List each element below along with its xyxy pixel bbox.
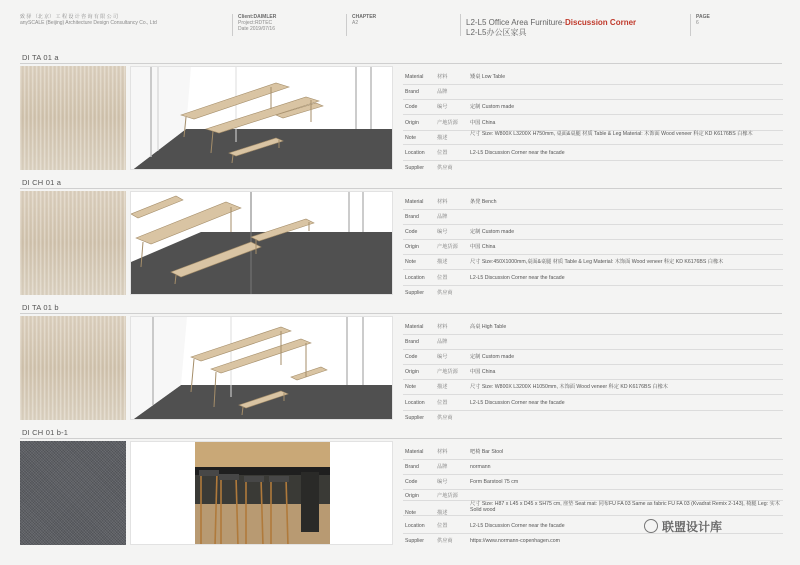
spec-value: 定制 Custom made [470,104,515,110]
spec-key-cn: 产地货源 [437,244,458,250]
spec-key-cn: 描述 [437,510,448,516]
spec-row-origin [403,493,783,501]
row-divider [20,438,782,439]
company-name-cn: 致 驿 （北 京） 工 程 设 计 咨 询 有 限 公 司 [20,14,119,20]
spec-key-cn: 编号 [437,479,448,485]
photo-bar-stool [130,441,393,545]
spec-key: Location [405,523,425,529]
row-divider [20,313,782,314]
spec-key: Brand [405,464,419,470]
spec-row-material [403,74,783,85]
spec-row-brand [403,339,783,350]
spec-key-cn: 位置 [437,150,448,156]
render-high-table [130,316,393,420]
spec-key-cn: 材料 [437,74,448,80]
spec-row-supplier [403,165,783,174]
row-label: DI TA 01 a [22,53,59,62]
title-prefix: L2-L5 Office Area Furniture- [466,18,566,27]
spec-row-brand [403,214,783,225]
spec-row-supplier [403,290,783,299]
header-divider [460,14,461,36]
spec-key: Origin [405,369,419,375]
render-low-table [130,66,393,170]
spec-row-location [403,523,783,534]
spec-row-origin [403,244,783,255]
spec-key: Code [405,354,418,360]
spec-key: Location [405,275,425,281]
spec-value: 尺寸 Size:450X1000mm,桌面&桌腿 材质 Table & Leg Material: 木饰面 Wood veneer 科定 KD K6176BS 白橡木 [470,259,724,265]
page-label: PAGE [696,14,710,20]
spec-key-cn: 编号 [437,354,448,360]
spec-key-cn: 材料 [437,449,448,455]
spec-value: 矮桌 Low Table [470,74,506,80]
page-block [696,14,710,26]
spec-value: L2-L5 Discussion Corner near the facade [470,275,565,281]
spec-value: L2-L5 Discussion Corner near the facade [470,150,565,156]
spec-key: Material [405,449,424,455]
spec-key: Origin [405,120,419,126]
spec-row-origin [403,120,783,131]
spec-row-location [403,150,783,161]
spec-row-material [403,199,783,210]
spec-row-code [403,354,783,365]
spec-row-supplier [403,538,783,547]
spec-key: Brand [405,339,419,345]
document-header [0,0,800,46]
spec-value: 尺寸 Size: W800X L3200X H750mm, 桌面&桌腿 材质 Table & Leg Material: 木饰面 Wood veneer 科定 KD K6176BS 白橡木 [470,131,753,137]
company-name-en: anySCALE (Beijing) Architecture Design Consultancy Co., Ltd [20,20,157,27]
spec-key: Supplier [405,165,425,171]
spec-value: normann [470,464,491,470]
spec-value: 吧椅 Bar Stool [470,449,504,455]
spec-key-cn: 位置 [437,523,448,529]
spec-row-note [403,131,783,145]
spec-row-code [403,229,783,240]
spec-key-cn: 产地货源 [437,120,458,126]
spec-value: 尺寸 Size: W800X L3200X H1050mm, 木饰面 Wood veneer 科定 KD K6176BS 白橡木 [470,384,668,390]
bar-stool-photo-svg [131,442,393,545]
spec-key-cn: 产地货源 [437,369,458,375]
spec-key: Origin [405,244,419,250]
spec-row-code [403,104,783,115]
title-highlight: Discussion Corner [565,18,637,27]
spec-row-note [403,501,783,516]
chapter-block [352,14,376,26]
material-swatch-wood [20,191,126,295]
spec-key-cn: 供应商 [437,538,453,544]
header-divider [690,14,691,36]
spec-key: Location [405,400,425,406]
spec-key-cn: 描述 [437,259,448,265]
spec-key-cn: 描述 [437,384,448,390]
client-label: Client:DAIMLER [238,14,277,20]
spec-key-cn: 描述 [437,135,448,141]
spec-row-brand [403,464,783,475]
spec-row-location [403,275,783,286]
spec-row-code [403,479,783,490]
spec-key-cn: 供应商 [437,290,453,296]
spec-value: 中国 China [470,369,496,375]
bench-render-svg [131,192,393,295]
header-divider [232,14,233,36]
spec-value: 条凳 Bench [470,199,497,205]
spec-key: Origin [405,493,419,499]
spec-value: Form Barstool 75 cm [470,479,519,485]
page-number: 6 [696,20,699,27]
spec-key: Supplier [405,290,425,296]
spec-key: Code [405,479,418,485]
spec-row-note [403,259,783,270]
render-bench [130,191,393,295]
date-label: Date 2019/07/16 [238,26,275,33]
high-table-render-svg [131,317,393,420]
chapter-value: A2 [352,20,359,27]
spec-key: Supplier [405,538,425,544]
spec-row-material [403,449,783,460]
spec-key-cn: 编号 [437,229,448,235]
material-swatch-fabric [20,441,126,545]
client-block [238,14,276,33]
row-label: DI CH 01 a [22,178,62,187]
spec-key: Code [405,229,418,235]
row-divider [20,63,782,64]
spec-value: 尺寸 Size: H87 x L45 x D45 x SH75 cm, 座垫 Seat mat: 同布FU FA 03 Same as fabric FU FA 03 (Kvadrat Remix 2-143), 椅腿 Leg: 实木 Solid wood [470,501,780,514]
header-divider [346,14,347,36]
spec-key: Material [405,74,424,80]
spec-key-cn: 品牌 [437,214,448,220]
spec-key: Material [405,324,424,330]
spec-value: 定制 Custom made [470,354,515,360]
project-label: Project:RDTEC [238,20,273,27]
watermark-text: 联盟设计库 [662,520,723,534]
spec-key-cn: 品牌 [437,464,448,470]
spec-row-brand [403,89,783,100]
spec-value: 定制 Custom made [470,229,515,235]
spec-key-cn: 品牌 [437,339,448,345]
row-label: DI CH 01 b-1 [22,428,69,437]
spec-key-cn: 位置 [437,275,448,281]
spec-key: Note [405,259,416,265]
page-title [466,18,636,38]
spec-key: Supplier [405,415,425,421]
spec-value: 高桌 High Table [470,324,507,330]
spec-key: Code [405,104,418,110]
title-cn: L2-L5办公区家具 [466,28,527,37]
spec-key-cn: 品牌 [437,89,448,95]
spec-key-cn: 材料 [437,324,448,330]
spec-value: 中国 China [470,120,496,126]
chapter-label: CHAPTER [352,14,377,20]
spec-value: https://www.normann-copenhagen.com [470,538,560,544]
wechat-logo-icon [644,519,658,533]
spec-row-note [403,384,783,395]
spec-row-supplier [403,415,783,424]
spec-value: L2-L5 Discussion Corner near the facade [470,523,565,529]
material-swatch-wood [20,66,126,170]
spec-key: Note [405,384,416,390]
spec-key-cn: 材料 [437,199,448,205]
spec-value: L2-L5 Discussion Corner near the facade [470,400,565,406]
spec-key-cn: 供应商 [437,165,453,171]
spec-key: Note [405,135,416,141]
material-swatch-wood [20,316,126,420]
spec-value: 中国 China [470,244,496,250]
spec-key: Brand [405,214,419,220]
spec-key-cn: 供应商 [437,415,453,421]
spec-key: Location [405,150,425,156]
spec-key: Note [405,510,416,516]
spec-key-cn: 位置 [437,400,448,406]
row-divider [20,188,782,189]
spec-key-cn: 编号 [437,104,448,110]
spec-row-material [403,324,783,335]
spec-row-origin [403,369,783,380]
spec-key-cn: 产地货源 [437,493,458,499]
company-block [20,14,157,26]
spec-key: Material [405,199,424,205]
spec-key: Brand [405,89,419,95]
spec-row-location [403,400,783,411]
row-label: DI TA 01 b [22,303,59,312]
low-table-render-svg [131,67,393,170]
